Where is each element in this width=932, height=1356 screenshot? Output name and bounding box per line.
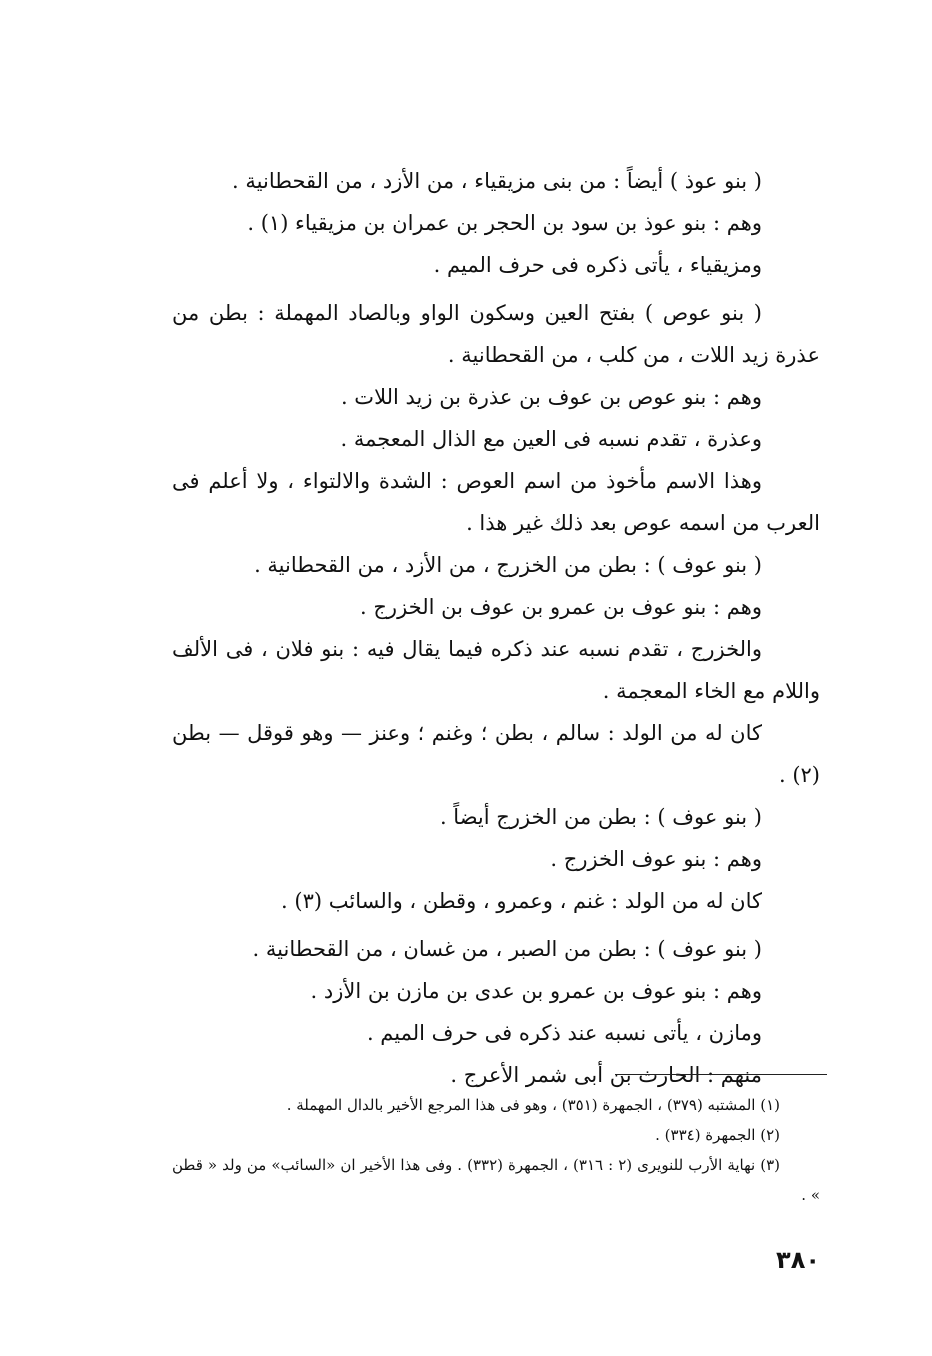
paragraph: وهم : بنو عوص بن عوف بن عذرة بن زيد اللات . — [340, 385, 762, 409]
paragraph: وهذا الاسم مأخوذ من اسم العوص : الشدة والالتواء ، ولا أعلم فى العرب من اسمه عوص بعد ذلك غير هذا . — [172, 469, 820, 535]
paragraph: ( بنو عوف ) : بطن من الخزرج أيضاً . — [439, 805, 762, 829]
paragraph: ( بنو عوذ ) أيضاً : من بنى مزيقياء ، من الأزد ، من القحطانية . — [232, 169, 762, 193]
paragraph: ( بنو عوف ) : بطن من الصبر ، من غسان ، من القحطانية . — [252, 937, 762, 961]
paragraph: كان له من الولد : سالم ، بطن ؛ وغنم ؛ وعنز — وهو قوقل — بطن (٢) . — [172, 721, 820, 787]
paragraph: ( بنو عوص ) بفتح العين وسكون الواو وبالصاد المهملة : بطن من عذرة زيد اللات ، من كلب ، من القحطانية . — [172, 301, 820, 367]
page-number: ٣٨٠ — [776, 1246, 820, 1274]
footnote: (٢) الجمهرة (٣٣٤) . — [655, 1126, 780, 1144]
paragraph: وهم : بنو عوف الخزرج . — [550, 847, 762, 871]
main-text — [172, 160, 820, 1096]
paragraph: وهم : بنو عوف بن عمرو بن عدى بن مازن بن الأزد . — [310, 979, 762, 1003]
paragraph: وهم : بنو عوف بن عمرو بن عوف بن الخزرج . — [360, 595, 762, 619]
paragraph: ومازن ، يأتى نسبه عند ذكره فى حرف الميم . — [366, 1021, 762, 1045]
footnote-divider — [615, 1074, 827, 1075]
footnote: (١) المشتبه (٣٧٩) ، الجمهرة (٣٥١) ، وهو فى هذا المرجع الأخير بالدال المهملة . — [286, 1096, 780, 1114]
footnotes — [172, 1090, 820, 1210]
paragraph: والخزرج ، تقدم نسبه عند ذكره فيما يقال فيه : بنو فلان ، فى الألف واللام مع الخاء المعجمة . — [172, 637, 820, 703]
paragraph: ومزيقياء ، يأتى ذكره فى حرف الميم . — [433, 253, 762, 277]
paragraph: منهم : الحارث بن أبى شمر الأعرج . — [450, 1063, 762, 1087]
paragraph: ( بنو عوف ) : بطن من الخزرج ، من الأزد ، من القحطانية . — [254, 553, 762, 577]
paragraph: وعذرة ، تقدم نسبه فى العين مع الذال المعجمة . — [340, 427, 762, 451]
footnote: (٣) نهاية الأرب للنويرى (٢ : ٣١٦) ، الجمهرة (٣٣٢) . وفى هذا الأخير ان «السائب» من ولد « قطن » . — [172, 1156, 820, 1204]
paragraph: كان له من الولد : غنم ، وعمرو ، وقطن ، والسائب (٣) . — [281, 889, 762, 913]
paragraph: وهم : بنو عوذ بن سود بن الحجر بن عمران بن مزيقياء (١) . — [247, 211, 762, 235]
